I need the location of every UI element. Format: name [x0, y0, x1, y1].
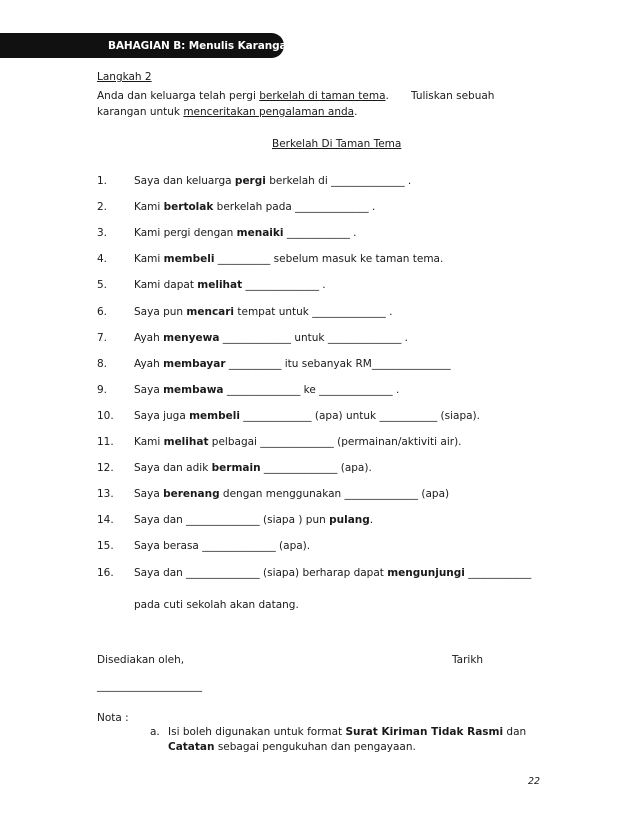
question-text: Saya dan ______________ (siapa) berharap dapat: [134, 567, 388, 579]
question-text: ____________: [464, 567, 532, 579]
question-text: berkelah pada ______________ .: [213, 201, 376, 213]
question-16-continuation: pada cuti sekolah akan datang.: [134, 599, 299, 611]
page-number: 22: [528, 776, 541, 787]
intro-instruction: Tuliskan sebuah: [411, 90, 495, 102]
question-text: berkelah di ______________ .: [265, 175, 412, 187]
question-keyword: membeli: [163, 253, 215, 265]
question-keyword: melihat: [163, 436, 209, 448]
question-text: .: [369, 514, 374, 526]
question-text: ______________ ke ______________ .: [223, 384, 400, 396]
question-keyword: membeli: [189, 410, 240, 422]
question-7: [134, 332, 408, 344]
question-keyword: mengunjungi: [387, 567, 465, 579]
question-keyword: berenang: [163, 488, 220, 500]
question-keyword: membayar: [163, 358, 226, 370]
question-text: ____________ .: [283, 227, 357, 239]
section-banner-title: BAHAGIAN B: Menulis Karangan: [108, 40, 294, 52]
question-9: [134, 384, 399, 396]
question-14: [134, 514, 373, 526]
date-label: Tarikh: [452, 654, 484, 666]
question-keyword: melihat: [197, 279, 243, 291]
question-text: Saya: [134, 488, 164, 500]
question-text: tempat untuk ______________ .: [234, 306, 393, 318]
question-2: [134, 201, 375, 213]
question-3: [134, 227, 357, 239]
note-line-2: [168, 741, 416, 753]
question-number: 2.: [97, 201, 108, 213]
question-number: 5.: [97, 279, 108, 291]
question-text: Saya berasa ______________ (apa).: [134, 540, 311, 552]
question-text: Kami: [134, 201, 164, 213]
question-8: [134, 358, 451, 370]
question-text: ______________ (apa).: [260, 462, 372, 474]
step-heading: Langkah 2: [97, 71, 152, 83]
question-text: __________ sebelum masuk ke taman tema.: [214, 253, 444, 265]
question-text: Ayah: [134, 332, 164, 344]
question-keyword: bermain: [211, 462, 261, 474]
note-text: Isi boleh digunakan untuk format: [168, 726, 346, 738]
question-6: [134, 306, 392, 318]
intro-line-2: [97, 106, 357, 118]
question-number: 1.: [97, 175, 108, 187]
question-12: [134, 462, 372, 474]
question-number: 12.: [97, 462, 114, 474]
question-keyword: menaiki: [236, 227, 284, 239]
note-text: dan: [503, 726, 527, 738]
intro-text: Anda dan keluarga telah pergi: [97, 90, 260, 102]
question-number: 15.: [97, 540, 114, 552]
intro-text: .: [385, 90, 389, 102]
question-text: Saya pun: [134, 306, 187, 318]
essay-title: Berkelah Di Taman Tema: [272, 138, 402, 150]
question-text: Saya dan keluarga: [134, 175, 235, 187]
question-keyword: pergi: [234, 175, 266, 187]
question-text: Kami pergi dengan: [134, 227, 237, 239]
question-text: ______________ .: [242, 279, 326, 291]
prepared-by-label: Disediakan oleh,: [97, 654, 185, 666]
question-number: 16.: [97, 567, 114, 579]
intro-line-1: [97, 90, 389, 102]
note-text: sebagai pengukuhan dan pengayaan.: [214, 741, 416, 753]
question-keyword: bertolak: [163, 201, 214, 213]
note-bold: Surat Kiriman Tidak Rasmi: [345, 726, 504, 738]
question-16: [134, 567, 531, 579]
note-label: Nota :: [97, 712, 129, 724]
question-text: Saya juga: [134, 410, 190, 422]
question-number: 11.: [97, 436, 114, 448]
question-number: 6.: [97, 306, 108, 318]
question-text: pelbagai ______________ (permainan/aktiviti air).: [208, 436, 462, 448]
question-text: _____________ (apa) untuk ___________ (siapa).: [239, 410, 480, 422]
question-text: Saya dan adik: [134, 462, 212, 474]
question-number: 3.: [97, 227, 108, 239]
question-10: [134, 410, 480, 422]
signature-line: ____________________: [97, 680, 202, 692]
intro-text: karangan untuk: [97, 106, 184, 118]
question-1: [134, 175, 411, 187]
intro-underlined: menceritakan pengalaman anda: [183, 106, 355, 118]
question-text: dengan menggunakan ______________ (apa): [219, 488, 450, 500]
question-number: 7.: [97, 332, 108, 344]
question-text: _____________ untuk ______________ .: [219, 332, 409, 344]
question-text: Kami: [134, 253, 164, 265]
question-4: [134, 253, 443, 265]
question-number: 4.: [97, 253, 108, 265]
question-number: 14.: [97, 514, 114, 526]
question-15: [134, 540, 310, 552]
question-keyword: membawa: [163, 384, 224, 396]
intro-text: .: [354, 106, 358, 118]
question-number: 8.: [97, 358, 108, 370]
question-13: [134, 488, 449, 500]
question-11: [134, 436, 462, 448]
question-number: 10.: [97, 410, 114, 422]
question-5: [134, 279, 326, 291]
question-number: 13.: [97, 488, 114, 500]
note-letter: a.: [150, 726, 160, 738]
question-text: Kami: [134, 436, 164, 448]
question-keyword: pulang: [329, 514, 370, 526]
question-keyword: menyewa: [163, 332, 220, 344]
question-keyword: mencari: [186, 306, 235, 318]
note-line-1: [168, 726, 526, 738]
question-number: 9.: [97, 384, 108, 396]
intro-underlined: berkelah di taman tema: [259, 90, 386, 102]
question-text: Kami dapat: [134, 279, 198, 291]
question-text: __________ itu sebanyak RM_______________: [225, 358, 451, 370]
note-bold: Catatan: [168, 741, 215, 753]
question-text: Ayah: [134, 358, 164, 370]
question-text: Saya: [134, 384, 164, 396]
question-text: Saya dan ______________ (siapa ) pun: [134, 514, 330, 526]
